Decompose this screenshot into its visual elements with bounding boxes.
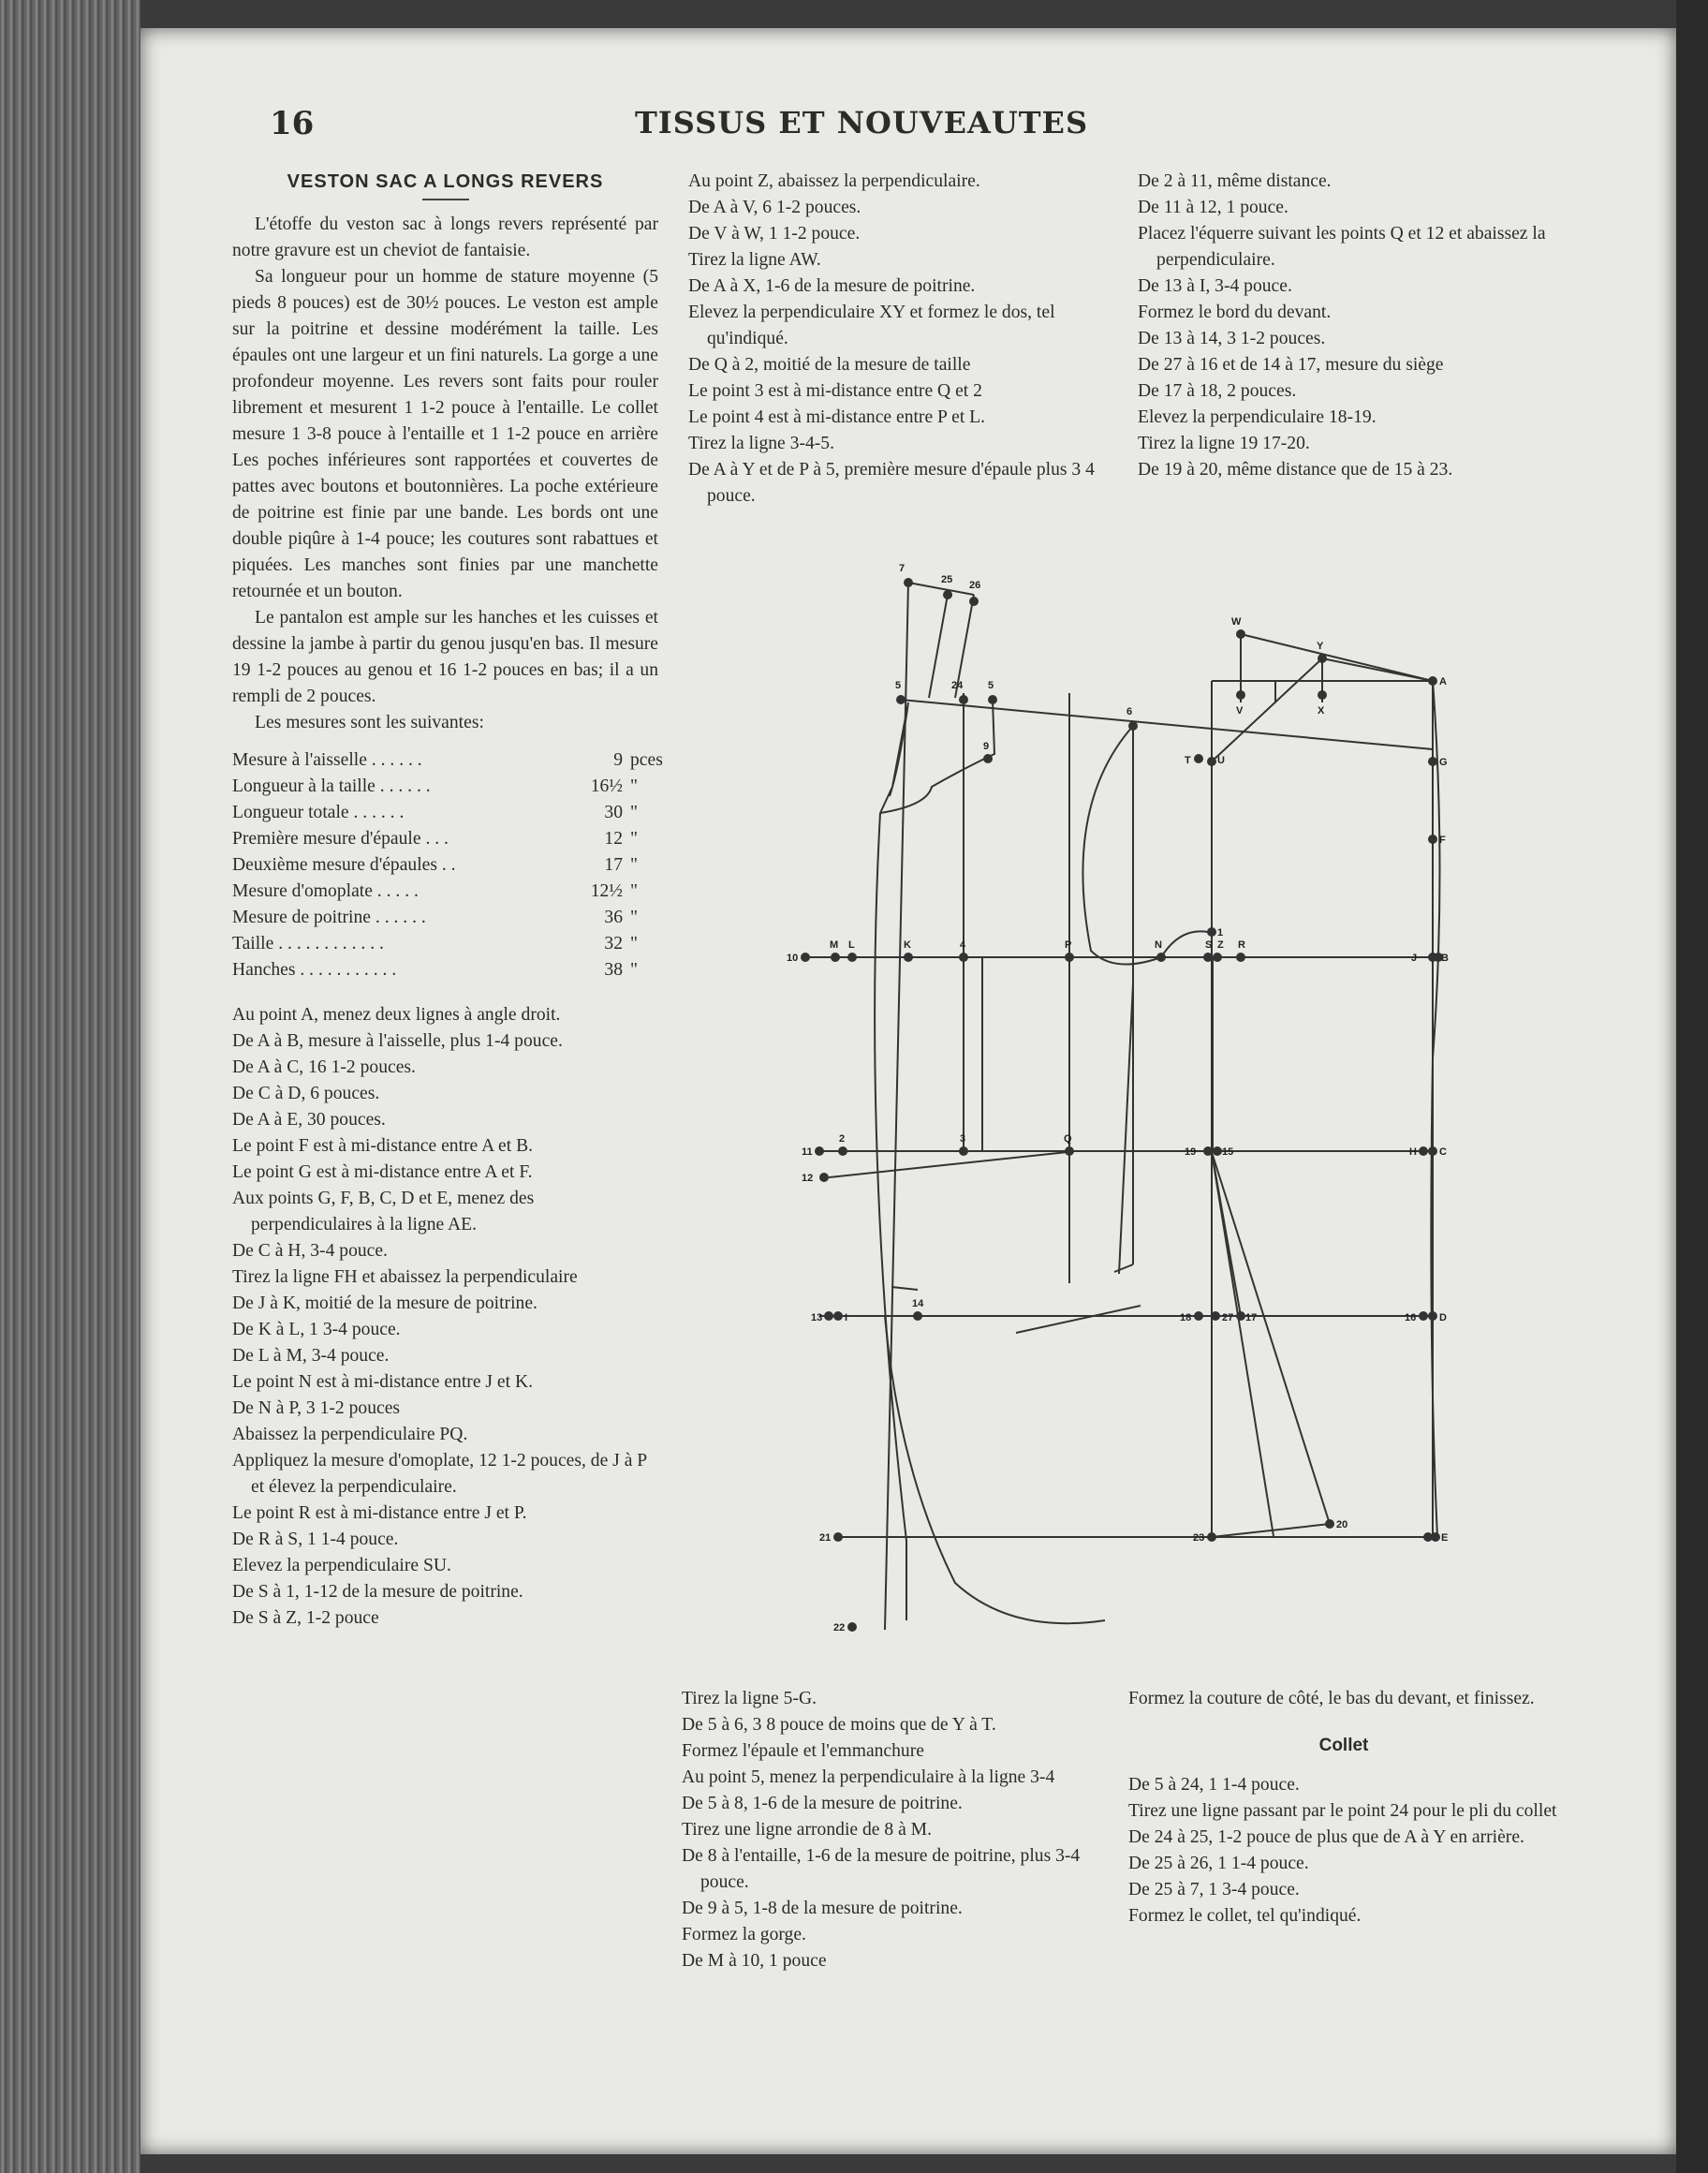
diagram-label: M: [830, 939, 839, 951]
diagram-label: Y: [1317, 641, 1324, 652]
diagram-label: V: [1236, 705, 1244, 717]
book-spine: [0, 0, 140, 2173]
measure-unit: ": [630, 934, 638, 953]
step: De 5 à 6, 3 8 pouce de moins que de Y à T.: [682, 1715, 996, 1735]
diagram-label: N: [1155, 939, 1162, 951]
step: Tirez une ligne passant par le point 24 pour le pli du collet: [1128, 1801, 1557, 1821]
measure-label: Taille . . . . . . . . . . . .: [232, 934, 384, 953]
diagram-label: 11: [802, 1146, 813, 1158]
step: De 5 à 8, 1-6 de la mesure de poitrine.: [682, 1794, 963, 1813]
step: De Q à 2, moitié de la mesure de taille: [688, 355, 971, 375]
step: De 13 à I, 3-4 pouce.: [1138, 276, 1292, 296]
step: Tirez la ligne FH et abaissez la perpendiculaire: [232, 1267, 578, 1287]
step: De J à K, moitié de la mesure de poitrine.: [232, 1293, 537, 1313]
measure-unit: ": [630, 776, 638, 796]
intro-paragraph: L'étoffe du veston sac à longs revers représenté par notre gravure est un cheviot de fantaisie.: [232, 214, 658, 260]
intro-paragraph: Le pantalon est ample sur les hanches et les cuisses et dessine la jambe à partir du genou jusqu'en bas. Il mesure 19 1-2 pouces au genou et 16 1-2 pouces en bas; il a un rempli de 2 pouces.: [232, 608, 658, 706]
step: De A à C, 16 1-2 pouces.: [232, 1057, 416, 1077]
measure-value: 16½: [590, 776, 623, 796]
step: Le point 4 est à mi-distance entre P et L.: [688, 407, 986, 427]
diagram-label: A: [1439, 676, 1447, 687]
diagram-label: 1: [1217, 927, 1224, 939]
step: De 19 à 20, même distance que de 15 à 23.: [1138, 460, 1453, 480]
diagram-label: 19: [1185, 1146, 1197, 1158]
measure-value: 30: [604, 803, 623, 822]
measure-value: 38: [604, 960, 623, 980]
running-title: TISSUS ET NOUVEAUTES: [634, 105, 1089, 140]
step: Tirez la ligne 3-4-5.: [688, 434, 834, 453]
diagram-label: 24: [951, 680, 964, 691]
step: Aux points G, F, B, C, D et E, menez des perpendiculaires à la ligne AE.: [232, 1189, 535, 1234]
step: Tirez la ligne 19 17-20.: [1138, 434, 1310, 453]
step: De A à E, 30 pouces.: [232, 1110, 386, 1130]
diagram-label: 17: [1245, 1312, 1258, 1323]
diagram-label: 23: [1193, 1532, 1205, 1544]
diagram-label: Z: [1217, 939, 1224, 951]
step: Elevez la perpendiculaire XY et formez le dos, tel qu'indiqué.: [688, 303, 1055, 348]
diagram-label: L: [848, 939, 855, 951]
diagram-label: H: [1409, 1146, 1417, 1158]
step: De S à 1, 1-12 de la mesure de poitrine.: [232, 1582, 523, 1602]
page-number: 16: [270, 105, 315, 142]
diagram-label: 20: [1336, 1519, 1348, 1530]
step: De L à M, 3-4 pouce.: [232, 1346, 390, 1366]
step: Le point F est à mi-distance entre A et B.: [232, 1136, 534, 1156]
diagram-label: 18: [1180, 1312, 1192, 1323]
step: De A à V, 6 1-2 pouces.: [688, 198, 861, 217]
step: De 5 à 24, 1 1-4 pouce.: [1128, 1775, 1300, 1795]
diagram-label: R: [1238, 939, 1245, 951]
diagram-label: 7: [899, 563, 906, 574]
diagram-label: F: [1439, 835, 1446, 846]
measure-label: Deuxième mesure d'épaules . .: [232, 855, 456, 875]
diagram-label: 9: [983, 741, 990, 752]
diagram-label: J: [1411, 953, 1418, 964]
diagram-label: G: [1439, 757, 1448, 768]
step: Elevez la perpendiculaire 18-19.: [1138, 407, 1377, 427]
step: De V à W, 1 1-2 pouce.: [688, 224, 861, 244]
measure-label: Première mesure d'épaule . . .: [232, 829, 449, 849]
diagram-label: C: [1439, 1146, 1447, 1158]
step: Le point R est à mi-distance entre J et P.: [232, 1503, 527, 1523]
diagram-label: 16: [1405, 1312, 1417, 1323]
step: Au point A, menez deux lignes à angle droit.: [232, 1005, 561, 1025]
step: Le point G est à mi-distance entre A et F.: [232, 1162, 533, 1182]
measure-unit: ": [630, 960, 638, 980]
measure-unit: ": [630, 855, 638, 875]
step: De 24 à 25, 1-2 pouce de plus que de A à Y en arrière.: [1128, 1827, 1524, 1847]
step: De A à X, 1-6 de la mesure de poitrine.: [688, 276, 976, 296]
diagram-label: B: [1441, 953, 1449, 964]
diagram-label: Q: [1064, 1133, 1072, 1145]
measure-value: 9: [613, 750, 623, 770]
diagram-label: 26: [969, 580, 981, 591]
diagram-label: P: [1065, 939, 1072, 951]
diagram-label: 10: [787, 953, 799, 964]
step: Tirez la ligne 5-G.: [682, 1689, 817, 1708]
diagram-label: T: [1185, 755, 1191, 766]
step: De 13 à 14, 3 1-2 pouces.: [1138, 329, 1326, 348]
step: De S à Z, 1-2 pouce: [232, 1608, 379, 1628]
step: De A à B, mesure à l'aisselle, plus 1-4 pouce.: [232, 1031, 563, 1051]
measure-label: Longueur à la taille . . . . . .: [232, 776, 431, 796]
diagram-label: 25: [941, 574, 953, 585]
diagram-label: I: [845, 1312, 848, 1323]
step: Elevez la perpendiculaire SU.: [232, 1556, 451, 1575]
step: Abaissez la perpendiculaire PQ.: [232, 1425, 468, 1444]
diagram-label: 21: [819, 1532, 832, 1544]
step: Formez la gorge.: [682, 1925, 806, 1944]
diagram-label: 2: [839, 1133, 846, 1145]
step: Le point N est à mi-distance entre J et K.: [232, 1372, 534, 1392]
measure-unit: ": [630, 881, 638, 901]
book-page: [140, 28, 1676, 2154]
diagram-label: D: [1439, 1312, 1447, 1323]
section-title: VESTON SAC A LONGS REVERS: [287, 171, 604, 192]
step: Formez le bord du devant.: [1138, 303, 1332, 322]
step: Appliquez la mesure d'omoplate, 12 1-2 pouces, de J à P et élevez la perpendiculaire.: [232, 1451, 647, 1497]
step: De 9 à 5, 1-8 de la mesure de poitrine.: [682, 1899, 963, 1918]
intro-paragraph: Les mesures sont les suivantes:: [255, 713, 484, 732]
diagram-label: K: [904, 939, 911, 951]
step: De N à P, 3 1-2 pouces: [232, 1398, 401, 1418]
step: De K à L, 1 3-4 pouce.: [232, 1320, 401, 1339]
step: De 17 à 18, 2 pouces.: [1138, 381, 1297, 401]
diagram-label: 27: [1222, 1312, 1234, 1323]
measure-unit: pces: [630, 750, 663, 770]
step: Au point Z, abaissez la perpendiculaire.: [688, 171, 980, 191]
measure-value: 12: [604, 829, 623, 849]
step: Le point 3 est à mi-distance entre Q et 2: [688, 381, 982, 401]
diagram-label: 15: [1222, 1146, 1234, 1158]
intro-paragraph: Sa longueur pour un homme de stature moyenne (5 pieds 8 pouces) est de 30½ pouces. Le veston est ample sur la poitrine et dessine modérément la taille. Les épaules ont une largeur et un fini naturels. La gorge a une profondeur moyenne. Les revers sont faits pour rouler librement et mesurent 1 1-2 pouce à l'entaille. Le collet mesure 1 3-8 pouce à l'entaille et 1 1-2 pouce en arrière Les poches inférieures sont rapportées et couvertes de pattes avec boutons et boutonnières. La poche extérieure de poitrine est finie par une bande. Les bords ont une double piqûre à 1-4 pouce; les coutures sont rabattues et piquées. Les manches sont finies par une manchette retournée et un bouton.: [232, 267, 658, 601]
step: De M à 10, 1 pouce: [682, 1951, 827, 1971]
measure-value: 17: [604, 855, 623, 875]
step: Formez l'épaule et l'emmanchure: [682, 1741, 924, 1761]
diagram-label: E: [1441, 1532, 1449, 1544]
diagram-label: 5: [988, 680, 994, 691]
diagram-label: W: [1231, 616, 1242, 628]
diagram-label: 4: [960, 939, 966, 951]
step: De 25 à 7, 1 3-4 pouce.: [1128, 1880, 1300, 1900]
diagram-label: 12: [802, 1173, 814, 1184]
step: Tirez une ligne arrondie de 8 à M.: [682, 1820, 932, 1840]
collet-title: Collet: [1318, 1736, 1369, 1755]
column-middle-bottom: [682, 1686, 1114, 1974]
measure-unit: ": [630, 803, 638, 822]
step: De R à S, 1 1-4 pouce.: [232, 1530, 399, 1549]
diagram-label: 3: [960, 1133, 966, 1145]
measure-unit: ": [630, 829, 638, 849]
measure-label: Hanches . . . . . . . . . . .: [232, 960, 397, 980]
diagram-label: X: [1318, 705, 1325, 717]
measure-label: Mesure de poitrine . . . . . .: [232, 908, 426, 927]
diagram-label: 6: [1126, 706, 1133, 717]
diagram-label: 22: [833, 1622, 846, 1633]
step: De A à Y et de P à 5, première mesure d'épaule plus 3 4 pouce.: [688, 460, 1095, 506]
measure-value: 36: [604, 908, 623, 927]
step: De 11 à 12, 1 pouce.: [1138, 198, 1288, 217]
measure-value: 32: [604, 934, 623, 953]
diagram-label: S: [1205, 939, 1213, 951]
step: Au point 5, menez la perpendiculaire à la ligne 3-4: [682, 1767, 1055, 1787]
step: Formez la couture de côté, le bas du devant, et finissez.: [1128, 1689, 1535, 1708]
column-right-bottom: [1128, 1686, 1559, 1929]
diagram-label: U: [1217, 755, 1225, 766]
step: De 2 à 11, même distance.: [1138, 171, 1332, 191]
step: De 27 à 16 et de 14 à 17, mesure du siège: [1138, 355, 1444, 375]
measure-label: Mesure d'omoplate . . . . .: [232, 881, 419, 901]
diagram-label: 5: [895, 680, 902, 691]
diagram-label: 13: [811, 1312, 823, 1323]
diagram-label: 14: [912, 1298, 924, 1309]
measure-label: Mesure à l'aisselle . . . . . .: [232, 750, 422, 770]
step: Tirez la ligne AW.: [688, 250, 821, 270]
step: Formez le collet, tel qu'indiqué.: [1128, 1906, 1362, 1926]
step: De 25 à 26, 1 1-4 pouce.: [1128, 1854, 1309, 1873]
step: De 8 à l'entaille, 1-6 de la mesure de poitrine, plus 3-4 pouce.: [682, 1846, 1081, 1892]
page-edge-shadow: [1676, 0, 1708, 2173]
measure-value: 12½: [590, 881, 623, 901]
step: Placez l'équerre suivant les points Q et 12 et abaissez la perpendiculaire.: [1138, 224, 1546, 270]
measure-label: Longueur totale . . . . . .: [232, 803, 405, 822]
measure-unit: ": [630, 908, 638, 927]
step: De C à D, 6 pouces.: [232, 1084, 380, 1103]
step: De C à H, 3-4 pouce.: [232, 1241, 388, 1261]
